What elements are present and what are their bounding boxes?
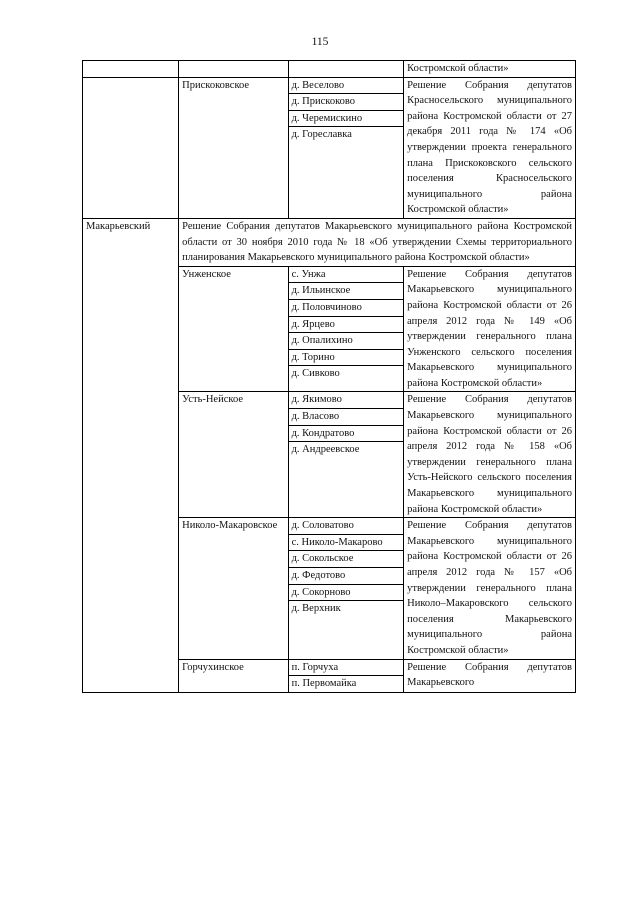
table-row	[83, 77, 576, 218]
village-item: д. Ильинское	[289, 283, 404, 300]
villages-cell	[288, 266, 404, 392]
decision-cell: Костромской области»	[404, 61, 576, 78]
settlement-cell: Николо-Макаровское	[179, 518, 288, 659]
village-item: п. Первомайка	[291, 678, 357, 690]
village-item: д. Прискоково	[289, 94, 404, 111]
village-item: д. Федотово	[289, 568, 404, 585]
village-item: д. Черемискино	[289, 111, 404, 128]
village-item: с. Николо-Макарово	[289, 535, 404, 552]
village-item: д. Власово	[289, 409, 404, 426]
district-cell: Макарьевский	[83, 218, 179, 692]
district-cell	[83, 61, 179, 78]
village-item: д. Сокольское	[289, 551, 404, 568]
settlement-cell: Унженское	[179, 266, 288, 392]
village-item: с. Унжа	[289, 267, 404, 284]
village-item: п. Горчуха	[289, 660, 404, 677]
settlement-cell	[179, 61, 288, 78]
village-item: д. Половчиново	[289, 300, 404, 317]
village-item: д. Ярцево	[289, 317, 404, 334]
villages-cell	[288, 518, 404, 659]
village-item: д. Верхник	[291, 603, 341, 615]
village-item: д. Гореславка	[291, 129, 352, 141]
village-item: д. Кондратово	[289, 426, 404, 443]
village-item: д. Андреевское	[291, 444, 360, 456]
villages-cell	[288, 61, 404, 78]
village-item: д. Торино	[289, 350, 404, 367]
decision-cell: Решение Собрания депутатов Макарьевского муниципального района Костромской области от 26 апреля 2012 года № 158 «Об утверждении генерального плана Усть-Нейского сельского поселения Макарьевского муниципального района Костромской области»	[404, 392, 576, 518]
settlement-cell: Горчухинское	[179, 659, 288, 692]
villages-cell	[288, 392, 404, 518]
settlements-table	[82, 60, 576, 693]
decision-cell: Решение Собрания депутатов Макарьевского муниципального района Костромской области от 26 апреля 2012 года № 149 «Об утверждении генерального плана Унженского сельского поселения Макарьевского муниципального района Костромской области»	[404, 266, 576, 392]
village-item: д. Опалихино	[289, 333, 404, 350]
decision-cell: Решение Собрания депутатов Красносельского муниципального района Костромской области от 27 декабря 2011 года № 174 «Об утверждении проекта генерального плана Прискоковского сельского поселения Красносельского муниципального района Костромской области»	[404, 77, 576, 218]
decision-cell: Решение Собрания депутатов Макарьевского муниципального района Костромской области от 26 апреля 2012 года № 157 «Об утверждении генерального плана Николо–Макаровского сельского поселения Макарьевского муниципального района Костромской области»	[404, 518, 576, 659]
district-cell	[83, 77, 179, 218]
table-row	[83, 61, 576, 78]
village-item: д. Соловатово	[289, 518, 404, 535]
villages-cell	[288, 77, 404, 218]
village-item: д. Якимово	[289, 392, 404, 409]
decision-cell: Решение Собрания депутатов Макарьевского	[404, 659, 576, 692]
village-item: д. Сивково	[291, 368, 340, 380]
district-decision-cell: Решение Собрания депутатов Макарьевского муниципального района Костромской области от 30 ноября 2010 года № 18 «Об утверждении Схемы территориального планирования Макарьевского муниципального района Костромской области»	[179, 218, 576, 266]
settlement-cell: Усть-Нейское	[179, 392, 288, 518]
page-number: 115	[311, 36, 329, 48]
villages-cell	[288, 659, 404, 692]
table-row	[83, 218, 576, 266]
village-item: д. Веселово	[289, 78, 404, 95]
settlement-cell: Прискоковское	[179, 77, 288, 218]
village-item: д. Сокорново	[289, 585, 404, 602]
